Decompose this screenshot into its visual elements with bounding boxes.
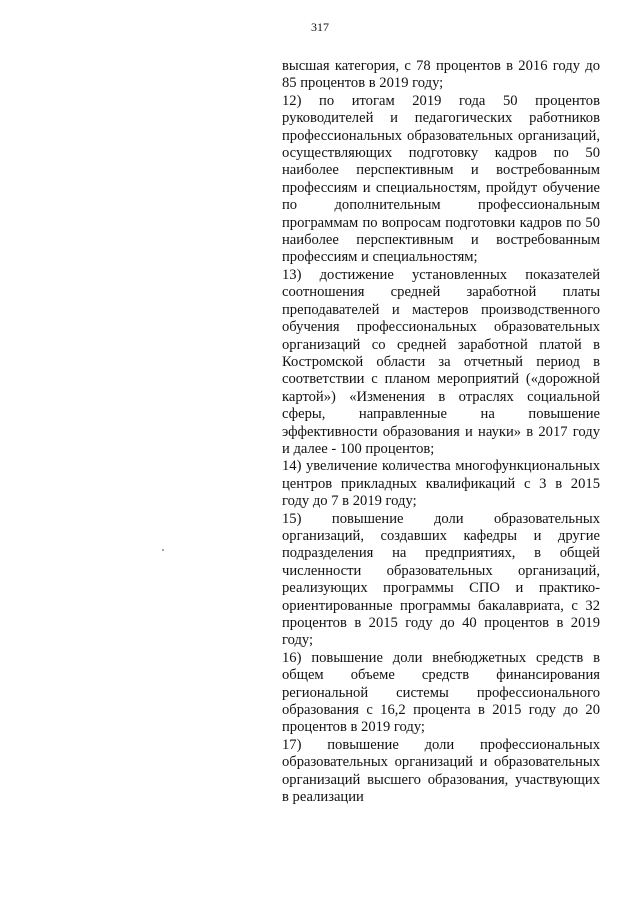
paragraph-item-17: 17) повышение доли профессиональных образовательных организаций и образовательных организаций высшего образования, участвующих в реализации bbox=[282, 736, 600, 806]
paragraph-continuation: высшая категория, с 78 процентов в 2016 году до 85 процентов в 2019 году; bbox=[282, 58, 600, 92]
paragraph-item-16: 16) повышение доли внебюджетных средств в общем объеме средств финансирования региональной системы профессионального образования с 16,2 процента в 2015 году до 20 процентов в 2019 году; bbox=[282, 649, 600, 736]
page-number: 317 bbox=[311, 20, 329, 34]
paragraph-item-14: 14) увеличение количества многофункциональных центров прикладных квалификаций с 3 в 2015 году до 7 в 2019 году; bbox=[282, 458, 600, 510]
paragraph-item-12: 12) по итогам 2019 года 50 процентов руководителей и педагогических работников профессиональных образовательных организаций, осуществляющих подготовку кадров по 50 наиболее перспективным и востребованным профессиям и специальностям, пройдут обучение по дополнительным профессиональным программам по вопросам подготовки кадров по 50 наиболее перспективным и востребованным профессиям и специальностям; bbox=[282, 92, 600, 266]
paragraph-item-13: 13) достижение установленных показателей соотношения средней заработной платы преподавателей и мастеров производственного обучения профессиональных образовательных организаций со средней заработной платой в Костромской области за отчетный период в соответствии с планом мероприятий («дорожной картой») «Изменения в отраслях социальной сферы, направленные на повышение эффективности образования и науки» в 2017 году и далее - 100 процентов; bbox=[282, 266, 600, 457]
document-text-column bbox=[282, 58, 600, 806]
scan-speck bbox=[162, 549, 164, 551]
paragraph-item-15: 15) повышение доли образовательных организаций, создавших кафедры и другие подразделения на предприятиях, в общей численности образовательных организаций, реализующих программы СПО и практико-ориентированные программы бакалавриата, с 32 процентов в 2015 году до 40 процентов в 2019 году; bbox=[282, 510, 600, 649]
